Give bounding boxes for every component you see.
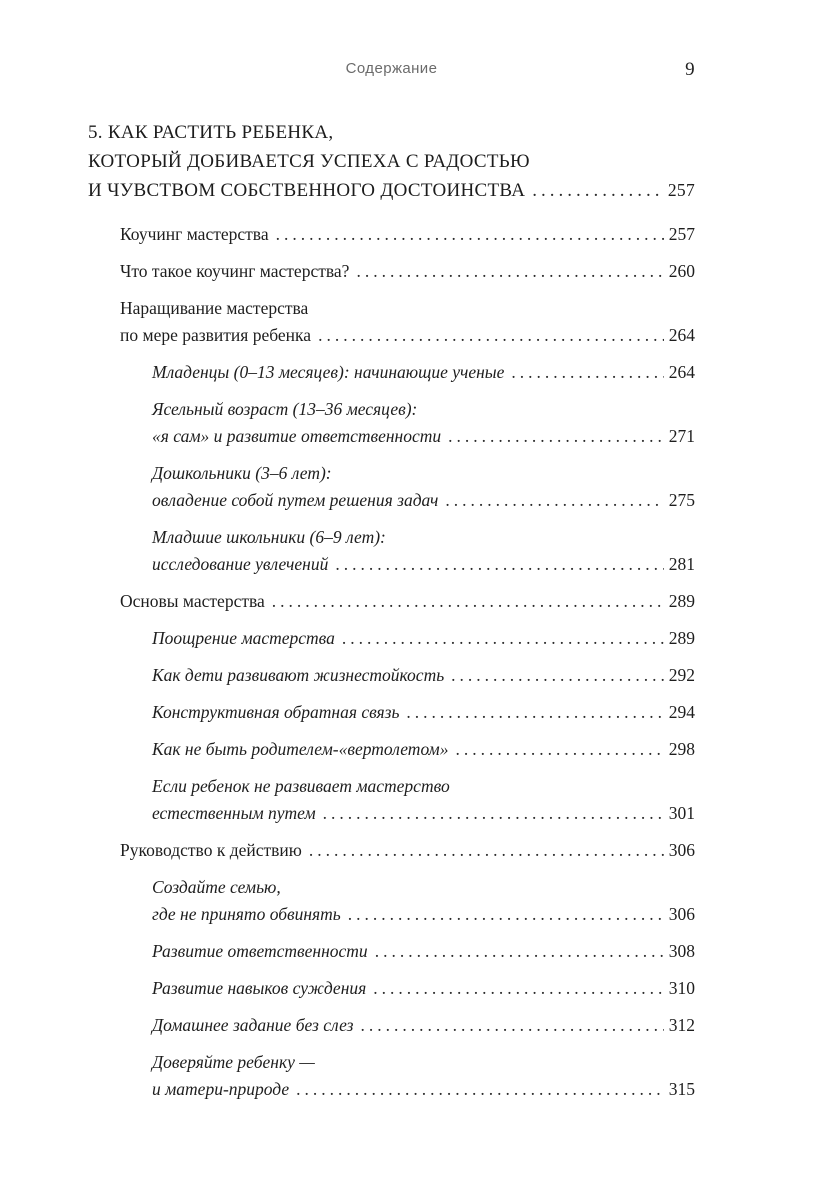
chapter-title-line: 5. КАК РАСТИТЬ РЕБЕНКА,	[88, 122, 334, 143]
chapter-title-line: И ЧУВСТВОМ СОБСТВЕННОГО ДОСТОИНСТВА	[88, 180, 526, 201]
toc-entry-line	[152, 938, 695, 965]
toc-entry-line: Доверяйте ребенку —	[152, 1052, 315, 1072]
toc-entry-text: Руководство к действию	[120, 840, 302, 860]
page-ref: 315	[668, 1079, 695, 1099]
toc-entry	[120, 258, 695, 285]
dot-leader	[323, 800, 664, 827]
dot-leader	[406, 699, 663, 726]
toc-entry-line	[152, 699, 695, 726]
toc-entry-line	[152, 423, 695, 450]
page-ref: 298	[668, 739, 695, 759]
page-ref: 264	[668, 325, 695, 345]
page-ref: 294	[668, 702, 695, 722]
dot-leader	[318, 322, 664, 349]
toc-entry	[120, 221, 695, 248]
page-ref: 260	[668, 261, 695, 281]
page-ref: 301	[668, 803, 695, 823]
dot-leader	[356, 258, 663, 285]
dot-leader	[348, 901, 664, 928]
toc-entry-line	[152, 1012, 695, 1039]
toc-entry-text: по мере развития ребенка	[120, 325, 312, 345]
dot-leader	[360, 1012, 663, 1039]
dot-leader	[373, 975, 663, 1002]
toc-entry-line: Наращивание мастерства	[120, 298, 309, 318]
toc-entry-text: Коучинг мастерства	[120, 224, 269, 244]
toc-entry-line: Младшие школьники (6–9 лет):	[152, 527, 386, 547]
page-ref: 306	[668, 840, 695, 860]
toc-entry-line	[152, 736, 695, 763]
toc-entry-text: Развитие навыков суждения	[152, 978, 367, 998]
toc-entry-line	[152, 359, 695, 386]
toc-entry	[152, 359, 695, 386]
toc-entry-line	[120, 258, 695, 285]
chapter-page-ref: 257	[667, 180, 695, 200]
toc-entry	[152, 1012, 695, 1039]
toc-entry	[120, 588, 695, 615]
toc-entry-line	[120, 588, 695, 615]
toc-entry-text: Как не быть родителем-«вертолетом»	[152, 739, 449, 759]
toc-entry-text: Основы мастерства	[120, 591, 265, 611]
page-ref: 312	[668, 1015, 695, 1035]
dot-leader	[335, 551, 663, 578]
toc-entry	[152, 524, 695, 578]
toc-entry-text: Развитие ответственности	[152, 941, 368, 961]
toc-entry-text: естественным путем	[152, 803, 316, 823]
page-ref: 292	[668, 665, 695, 685]
page-ref: 257	[668, 224, 695, 244]
dot-leader	[511, 359, 663, 386]
folio-page-number: 9	[685, 59, 695, 80]
toc-list	[88, 221, 695, 1103]
toc-entry	[120, 837, 695, 864]
dot-leader	[272, 588, 664, 615]
dot-leader	[296, 1076, 664, 1103]
page-ref: 271	[668, 426, 695, 446]
toc-entry	[152, 874, 695, 928]
toc-entry-text: исследование увлечений	[152, 554, 329, 574]
running-header-title: Содержание	[345, 60, 438, 77]
toc-entry-line	[152, 975, 695, 1002]
toc-entry-line	[152, 800, 695, 827]
dot-leader	[445, 487, 663, 514]
toc-entry-line	[152, 901, 695, 928]
page-ref: 308	[668, 941, 695, 961]
toc-entry	[152, 625, 695, 652]
toc-entry	[152, 662, 695, 689]
toc-entry-text: «я сам» и развитие ответственности	[152, 426, 442, 446]
dot-leader	[451, 662, 664, 689]
toc-entry-text: Конструктивная обратная связь	[152, 702, 400, 722]
toc-entry	[152, 736, 695, 763]
toc-entry-text: и матери-природе	[152, 1079, 290, 1099]
toc-entry	[120, 295, 695, 349]
page-ref: 310	[668, 978, 695, 998]
toc-entry	[152, 975, 695, 1002]
page-ref: 281	[668, 554, 695, 574]
dot-leader	[309, 837, 664, 864]
chapter-title	[88, 118, 695, 205]
toc-entry	[152, 938, 695, 965]
page-ref: 264	[668, 362, 695, 382]
toc-entry-line	[152, 487, 695, 514]
toc-entry-text: овладение собой путем решения задач	[152, 490, 439, 510]
page-ref: 275	[668, 490, 695, 510]
dot-leader	[276, 221, 664, 248]
toc-entry-line	[152, 662, 695, 689]
dot-leader	[532, 176, 663, 205]
toc-entry	[152, 773, 695, 827]
page-ref: 289	[668, 628, 695, 648]
toc-entry-text: Как дети развивают жизнестойкость	[152, 665, 445, 685]
dot-leader	[448, 423, 664, 450]
toc-entry	[152, 699, 695, 726]
chapter-title-last-line	[88, 176, 695, 205]
toc-entry-text: Что такое коучинг мастерства?	[120, 261, 350, 281]
toc-entry-line: Если ребенок не развивает мастерство	[152, 776, 450, 796]
dot-leader	[375, 938, 664, 965]
dot-leader	[342, 625, 664, 652]
toc-entry-line: Дошкольники (3–6 лет):	[152, 463, 332, 483]
toc-entry-text: где не принято обвинять	[152, 904, 341, 924]
toc-entry-line	[152, 625, 695, 652]
toc-entry-line: Ясельный возраст (13–36 месяцев):	[152, 399, 418, 419]
toc-entry	[152, 460, 695, 514]
toc-entry	[152, 1049, 695, 1103]
toc-entry-text: Поощрение мастерства	[152, 628, 335, 648]
running-header	[88, 60, 695, 82]
page-ref: 289	[668, 591, 695, 611]
toc-entry-line	[152, 1076, 695, 1103]
toc-entry-line	[152, 551, 695, 578]
toc-entry	[152, 396, 695, 450]
toc-entry-line: Создайте семью,	[152, 877, 281, 897]
toc-entry-text: Домашнее задание без слез	[152, 1015, 354, 1035]
toc-entry-line	[120, 221, 695, 248]
toc-entry-text: Младенцы (0–13 месяцев): начинающие ученые	[152, 362, 505, 382]
toc-entry-line	[120, 837, 695, 864]
dot-leader	[455, 736, 663, 763]
toc-entry-line	[120, 322, 695, 349]
page-ref: 306	[668, 904, 695, 924]
chapter-title-line: КОТОРЫЙ ДОБИВАЕТСЯ УСПЕХА С РАДОСТЬЮ	[88, 151, 530, 172]
